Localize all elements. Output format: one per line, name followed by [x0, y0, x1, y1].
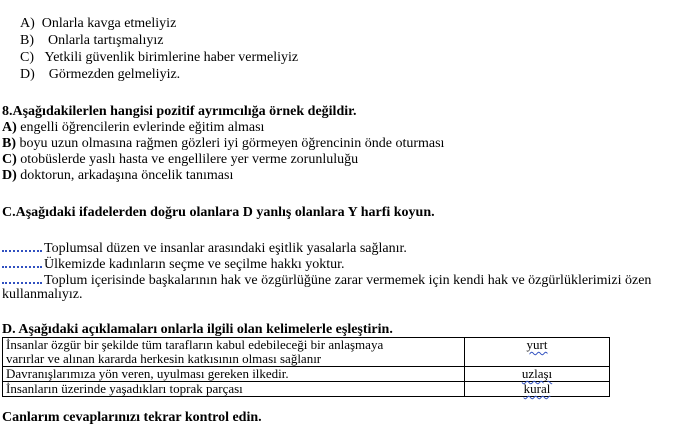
term-cell: uzlaşı [465, 367, 610, 382]
section-d-title: D. Aşağıdaki açıklamaları onlarla ilgili olan kelimelerle eşleştirin. [2, 322, 393, 337]
answer-blank[interactable] [2, 238, 42, 252]
description-cell: Davranışlarımıza yön veren, uyulması gereken ilkedir. [3, 367, 465, 382]
c-item-2: Ülkemizde kadınların seçme ve seçilme hakkı yoktur. [2, 254, 345, 273]
q8-title: 8.Aşağıdakilerlen hangisi pozitif ayrımcılığa örnek değildir. [2, 104, 357, 119]
q8-option-c: C) otobüslerde yaslı hasta ve engellilere yer verme zorunluluğu [2, 152, 359, 167]
description-cell: İnsanlar özgür bir şekilde tüm tarafların kabul edebileceği bir anlaşmaya varırlar ve alınan kararda herkesin katkısının olması sağlanır [3, 338, 465, 367]
option-a: A) Onlarla kavga etmeliyiz [20, 16, 177, 31]
table-row [3, 338, 610, 367]
term-cell: kural [465, 382, 610, 397]
footer-note: Canlarım cevaplarınızı tekrar kontrol edin. [2, 410, 262, 425]
table-row [3, 367, 610, 382]
term-cell: yurt [465, 338, 610, 367]
c-item-3-continued: kullanmalıyız. [2, 287, 83, 302]
matching-table [2, 337, 610, 397]
description-cell: İnsanların üzerinde yaşadıkları toprak parçası [3, 382, 465, 397]
answer-blank[interactable] [2, 270, 42, 284]
option-d: D) Görmezden gelmeliyiz. [20, 67, 181, 82]
q8-option-a: A) engelli öğrencilerin evlerinde eğitim alması [2, 120, 265, 135]
c-item-1: Toplumsal düzen ve insanlar arasındaki eşitlik yasalarla sağlanır. [2, 238, 407, 257]
table-row [3, 382, 610, 397]
section-c-title: C.Aşağıdaki ifadelerden doğru olanlara D yanlış olanlara Y harfi koyun. [2, 205, 435, 220]
option-b: B) Onlarla tartışmalıyız [20, 33, 164, 48]
answer-blank[interactable] [2, 254, 42, 268]
q8-option-b: B) boyu uzun olmasına rağmen gözleri iyi görmeyen öğrencinin önde oturması [2, 136, 445, 151]
option-c: C) Yetkili güvenlik birimlerine haber vermeliyiz [20, 50, 299, 65]
c-item-3: Toplum içerisinde başkalarının hak ve özgürlüğüne zarar vermemek için kendi hak ve özgürlüklerimizi özen [2, 270, 651, 289]
q8-option-d: D) doktorun, arkadaşına öncelik tanıması [2, 168, 234, 183]
